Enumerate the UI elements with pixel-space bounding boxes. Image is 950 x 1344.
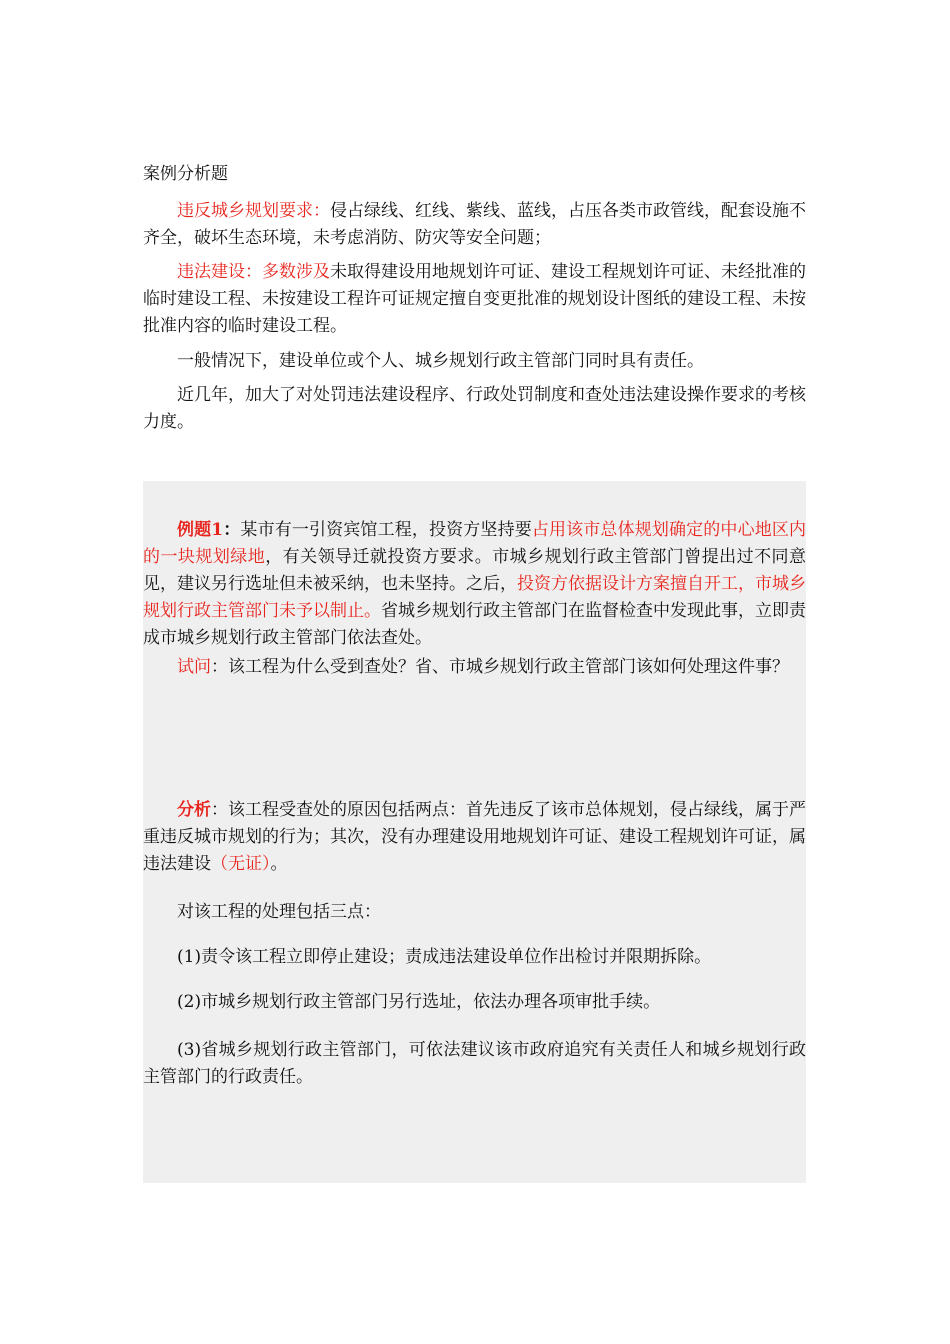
- paragraph-planning-violations: [143, 198, 806, 252]
- example-text: 某市有一引资宾馆工程，投资方坚持要: [240, 520, 532, 540]
- handling-item-3: [143, 1037, 806, 1091]
- example-text: ，有关领导迁就投资方要求。市城乡规划行政主管部门曾提出过不同意见，建议另行选址但未被采纳，也未坚持。之后，: [143, 547, 807, 594]
- handling-item-2: [143, 989, 806, 1016]
- handling-intro: [143, 899, 806, 926]
- paragraph-text: (2)市城乡规划行政主管部门另行选址，依法办理各项审批手续。: [177, 992, 661, 1012]
- paragraph-text: 侵占绿线、红线、紫线、蓝线，占压各类市政管线，配套设施不齐全，破坏生态环境，未考虑消防、防灾等安全问题；: [143, 201, 806, 248]
- question-label: 试问: [177, 657, 211, 677]
- red-label: 违法建设：多数涉及: [177, 262, 330, 282]
- paragraph-text: 未取得建设用地规划许可证、建设工程规划许可证、未经批准的临时建设工程、未按建设工程许可证规定擅自变更批准的规划设计图纸的建设工程、未按批准内容的临时建设工程。: [143, 262, 806, 336]
- analysis-label: 分析: [177, 800, 211, 820]
- example-panel: [143, 481, 806, 1183]
- paragraph-text: 一般情况下，建设单位或个人、城乡规划行政主管部门同时具有责任。: [177, 351, 704, 371]
- paragraph-text: 近几年，加大了对处罚违法建设程序、行政处罚制度和查处违法建设操作要求的考核力度。: [143, 385, 806, 432]
- paragraph-text: (1)责令该工程立即停止建设；责成违法建设单位作出检讨并限期拆除。: [177, 947, 712, 967]
- paragraph-text: 对该工程的处理包括三点：: [177, 902, 381, 922]
- analysis-text-end: 。: [270, 854, 288, 874]
- example-highlight: 投资方依据设计方案擅自开工，市城乡规划行政主管部门未予以制止。: [143, 574, 806, 621]
- question-text: ：该工程为什么受到查处？省、市城乡规划行政主管部门该如何处理这件事？: [211, 657, 789, 677]
- analysis-highlight: （无证）: [211, 854, 271, 874]
- page-title: 案例分析题: [143, 164, 228, 184]
- example-text: 省城乡规划行政主管部门在监督检查中发现此事，立即责成市城乡规划行政主管部门依法查处。: [143, 601, 806, 648]
- handling-item-1: [143, 944, 806, 971]
- example-highlight: 占用该市总体规划确定的中心地区内的一块规划绿地: [143, 520, 807, 567]
- paragraph-text: (3)省城乡规划行政主管部门，可依法建议该市政府追究有关责任人和城乡规划行政主管部门的行政责任。: [143, 1040, 806, 1087]
- analysis-paragraph: [143, 797, 806, 878]
- paragraph-illegal-construction: [143, 259, 806, 340]
- paragraph-assessment: [143, 382, 806, 436]
- red-label: 违反城乡规划要求：: [177, 201, 330, 221]
- example-question-paragraph: [143, 517, 806, 652]
- example-label: 例题1: [177, 520, 224, 540]
- paragraph-responsibility: [143, 348, 806, 375]
- example-colon: ：: [223, 520, 241, 540]
- question-paragraph: [143, 654, 806, 681]
- analysis-text: ：该工程受查处的原因包括两点：首先违反了该市总体规划，侵占绿线，属于严重违反城市规划的行为；其次，没有办理建设用地规划许可证、建设工程规划许可证，属违法建设: [143, 800, 806, 874]
